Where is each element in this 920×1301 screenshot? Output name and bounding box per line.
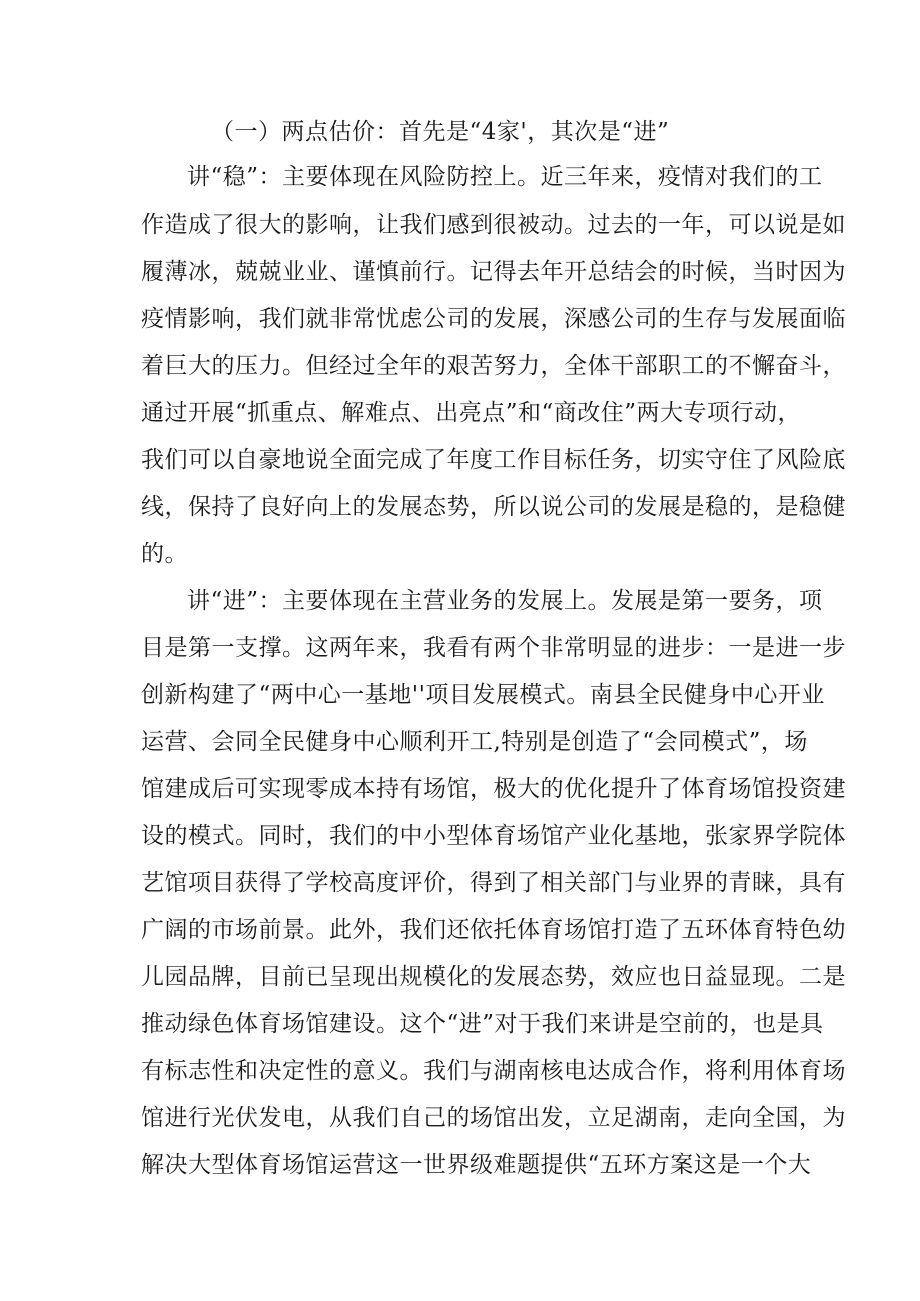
paragraph-line: 馆进行光伏发电，从我们自己的场馆出发，立足湖南，走向全国，为 — [141, 1105, 846, 1131]
paragraph-line: 线，保持了良好向上的发展态势，所以说公司的发展是稳的，是稳健 — [141, 494, 846, 520]
paragraph-line: 讲“稳”：主要体现在风险防控上。近三年来，疫情对我们的工 — [187, 164, 823, 190]
paragraph-line: 履薄冰，兢兢业业、谨慎前行。记得去年开总结会的时候，当时因为 — [141, 259, 846, 285]
paragraph-line: 通过开展“抓重点、解难点、出亮点”和“商改住”两大专项行动， — [141, 400, 802, 426]
paragraph-line: 运营、会同全民健身中心顺利开工,特别是创造了“会同模式”，场 — [141, 729, 808, 755]
paragraph-line: 艺馆项目获得了学校高度评价，得到了相关部门与业界的青睐，具有 — [141, 870, 846, 896]
paragraph-line: 的。 — [141, 541, 188, 567]
paragraph-line: 讲“进”：主要体现在主营业务的发展上。发展是第一要务，项 — [187, 588, 823, 614]
paragraph-line: 解决大型体育场馆运营这一世界级难题提供“五环方案这是一个大 — [141, 1152, 812, 1178]
paragraph-line: 推动绿色体育场馆建设。这个“进”对于我们来讲是空前的，也是具 — [141, 1011, 824, 1037]
paragraph-line: 着巨大的压力。但经过全年的艰苦努力，全体干部职工的不懈奋斗， — [141, 353, 846, 379]
paragraph-line: 有标志性和决定性的意义。我们与湖南核电达成合作，将利用体育场 — [141, 1058, 846, 1084]
paragraph-line: 疫情影响，我们就非常忧虑公司的发展，深感公司的生存与发展面临 — [141, 306, 846, 332]
paragraph-line: 设的模式。同时，我们的中小型体育场馆产业化基地，张家界学院体 — [141, 823, 846, 849]
paragraph-line: 目是第一支撑。这两年来，我看有两个非常明显的进步：一是进一步 — [141, 635, 846, 661]
paragraph-line: 儿园品牌，目前已呈现出规模化的发展态势，效应也日益显现。二是 — [141, 964, 846, 990]
section-heading: （一）两点估价：首先是“4家'，其次是“进” — [211, 119, 670, 145]
paragraph-line: 作造成了很大的影响，让我们感到很被动。过去的一年，可以说是如 — [141, 212, 846, 238]
paragraph-line: 广阔的市场前景。此外，我们还依托体育场馆打造了五环体育特色幼 — [141, 917, 846, 943]
paragraph-line: 馆建成后可实现零成本持有场馆，极大的优化提升了体育场馆投资建 — [141, 776, 846, 802]
paragraph-line: 我们可以自豪地说全面完成了年度工作目标任务，切实守住了风险底 — [141, 447, 846, 473]
paragraph-line: 创新构建了“两中心一基地''项目发展模式。南县全民健身中心开业 — [141, 682, 825, 708]
